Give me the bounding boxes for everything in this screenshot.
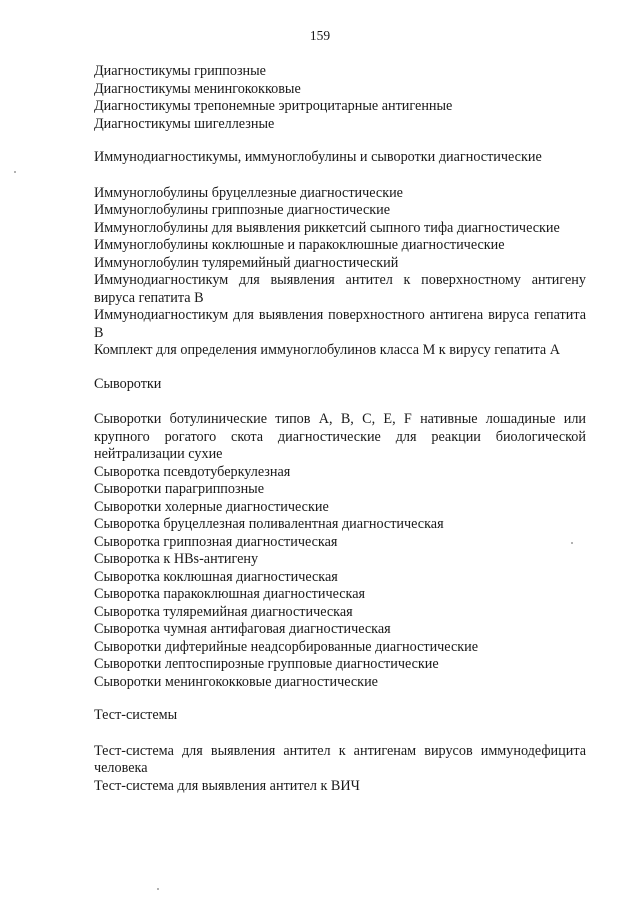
list-item: Сыворотки менингококковые диагностические: [94, 673, 378, 690]
list-item: Диагностикумы шигеллезные: [94, 115, 275, 132]
list-item: Сыворотка чумная антифаговая диагностическая: [94, 621, 391, 637]
list-item: Иммуноглобулин туляремийный диагностический: [94, 254, 399, 271]
section-syvorotki: [94, 376, 586, 692]
section-heading: Иммунодиагностикумы, иммуноглобулины и сыворотки диагностические: [94, 149, 542, 165]
list-item: Сыворотка туляремийная диагностическая: [94, 603, 353, 620]
list-item: Иммуноглобулины для выявления риккетсий сыпного тифа диагностические: [94, 219, 560, 236]
list-item: Сыворотка паракоклюшная диагностическая: [94, 586, 366, 602]
document-body: [94, 63, 586, 795]
list-item: Сыворотки ботулинические типов А, В, С, Е, F нативные лошадиные или крупного рогатого скота диагностические для реакции биологической нейтрализации сухие: [94, 411, 586, 462]
list-item: Сыворотка бруцеллезная поливалентная диагностическая: [94, 516, 444, 532]
section-test-sistemy: [94, 707, 586, 795]
list-item: Тест-система для выявления антител к антигенам вирусов иммунодефицита человека: [94, 742, 586, 776]
section-diagnostikumy: [94, 63, 586, 133]
list-item: Иммунодиагностикум для выявления антител к поверхностному антигену вируса гепатита В: [94, 272, 586, 306]
list-item: Сыворотка псевдотуберкулезная: [94, 463, 291, 480]
list-item: Иммунодиагностикум для выявления поверхностного антигена вируса гепатита В: [94, 307, 586, 341]
scan-speck: [14, 171, 16, 173]
list-item: Иммуноглобулины коклюшные и паракоклюшные диагностические: [94, 237, 505, 253]
scan-speck: [571, 542, 573, 544]
list-item: Иммуноглобулины бруцеллезные диагностические: [94, 184, 403, 201]
page-number: 159: [309, 28, 331, 43]
section-heading: Тест-системы: [94, 707, 178, 723]
section-immunodiagnostikumy: [94, 149, 586, 360]
list-item: Диагностикумы трепонемные эритроцитарные антигенные: [94, 98, 453, 114]
list-item: Сыворотка гриппозная диагностическая: [94, 533, 338, 550]
scan-speck: [157, 888, 159, 890]
list-item: Сыворотки лептоспирозные групповые диагностические: [94, 656, 439, 672]
list-item: Тест-система для выявления антител к ВИЧ: [94, 777, 360, 794]
list-item: Сыворотка коклюшная диагностическая: [94, 568, 338, 585]
list-item: Иммуноглобулины гриппозные диагностические: [94, 202, 391, 218]
list-item: Сыворотки холерные диагностические: [94, 498, 329, 515]
list-item: Диагностикумы гриппозные: [94, 63, 266, 79]
list-item: Комплект для определения иммуноглобулинов класса М к вирусу гепатита А: [94, 342, 560, 358]
list-item: Сыворотка к HBs-антигену: [94, 551, 259, 567]
section-heading: Сыворотки: [94, 375, 162, 392]
list-item: Диагностикумы менингококковые: [94, 80, 301, 97]
list-item: Сыворотки парагриппозные: [94, 481, 265, 497]
list-item: Сыворотки дифтерийные неадсорбированные диагностические: [94, 638, 479, 655]
